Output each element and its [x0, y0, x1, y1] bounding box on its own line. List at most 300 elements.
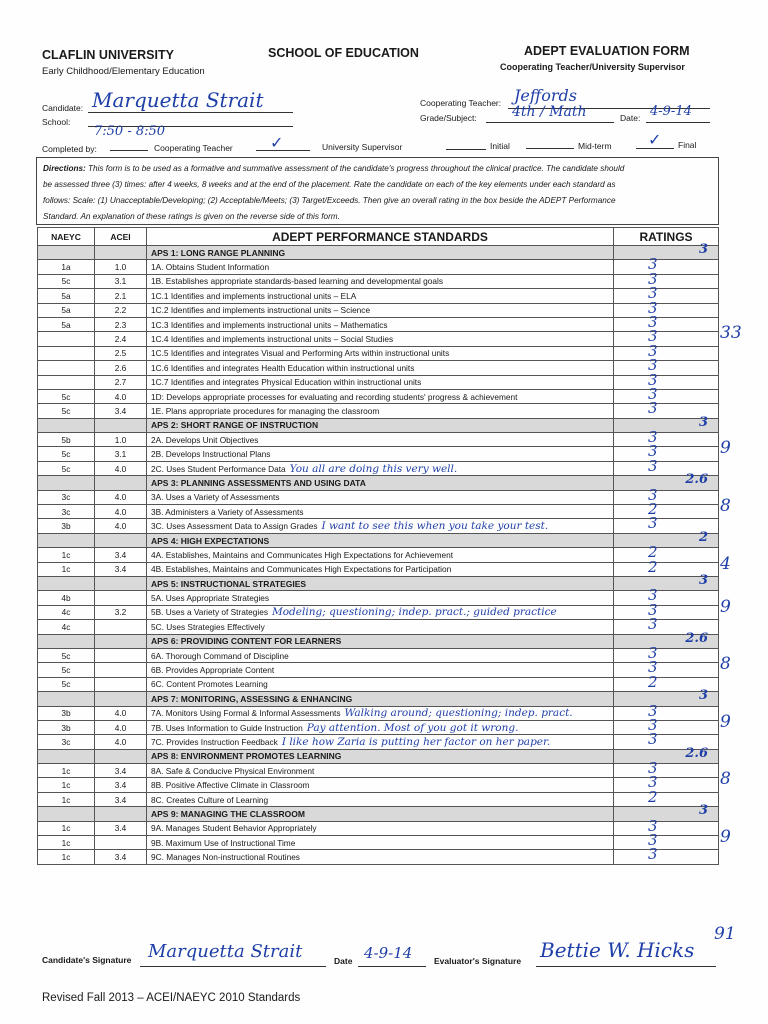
rating-value: 2 [648, 543, 658, 562]
naeyc-cell: 3b [38, 706, 95, 720]
aps-rating-cell [614, 803, 719, 821]
rating-value: 3 [648, 399, 658, 418]
candidate-signature-label: Candidate's Signature [42, 955, 132, 965]
table-row [38, 447, 719, 461]
rating-value: 3 [648, 327, 658, 346]
col-standards: ADEPT PERFORMANCE STANDARDS [147, 228, 614, 246]
acei-cell: 4.0 [95, 706, 147, 720]
candidate-signature-line [140, 966, 326, 967]
naeyc-cell: 5c [38, 663, 95, 677]
standard-cell [147, 519, 614, 533]
standard-text: 6B. Provides Appropriate Content [151, 665, 275, 676]
standard-text: 1C.6 Identifies and integrates Health Education within instructional units [151, 362, 415, 373]
standard-cell [147, 706, 614, 720]
rating-cell [614, 845, 719, 864]
acei-cell: 4.0 [95, 490, 147, 504]
naeyc-cell [38, 361, 95, 375]
aps-naeyc-cell [38, 476, 95, 490]
aps-section-header [38, 749, 719, 763]
table-row [38, 591, 719, 605]
acei-cell: 1.0 [95, 260, 147, 274]
acei-cell: 2.3 [95, 317, 147, 331]
acei-cell: 4.0 [95, 735, 147, 749]
standard-cell [147, 289, 614, 303]
table-row [38, 332, 719, 346]
final-check-icon: ✓ [648, 130, 662, 149]
form-subtitle: Cooperating Teacher/University Supervisor [500, 62, 685, 72]
standard-cell [147, 677, 614, 691]
acei-cell: 2.7 [95, 375, 147, 389]
date-value: 4-9-14 [650, 104, 692, 119]
rating-value: 3 [648, 615, 658, 634]
rating-cell [614, 438, 731, 461]
aps-title: APS 6: PROVIDING CONTENT FOR LEARNERS [147, 634, 614, 648]
coop-teacher-name: Jeffords [514, 86, 577, 105]
rating-value: 3 [648, 269, 658, 288]
rating-value: 3 [648, 341, 658, 360]
rating-cell [614, 643, 719, 662]
acei-cell [95, 648, 147, 662]
acei-cell [95, 663, 147, 677]
sup-option: University Supervisor [322, 142, 403, 152]
acei-cell: 4.0 [95, 505, 147, 519]
aps-rating-cell [614, 630, 719, 648]
evaluator-comment: Modeling; questioning; indep. pract.; guided practice [271, 606, 557, 619]
aps-overall-rating: 3 [698, 803, 708, 819]
aps-total-score: 4 [720, 553, 731, 574]
acei-cell: 3.4 [95, 778, 147, 792]
acei-cell [95, 620, 147, 634]
standard-cell [147, 375, 614, 389]
aps-title: APS 3: PLANNING ASSESSMENTS AND USING DATA [147, 476, 614, 490]
completed-label: Completed by: [42, 144, 97, 154]
standard-text: 5B. Uses a Variety of Strategies [151, 607, 268, 618]
acei-cell [95, 836, 147, 850]
aps-total-score: 8 [720, 654, 731, 675]
acei-cell: 2.2 [95, 303, 147, 317]
standard-text: 3B. Administers a Variety of Assessments [151, 506, 304, 517]
rating-value: 3 [648, 845, 658, 864]
naeyc-cell: 1c [38, 792, 95, 806]
standard-cell [147, 332, 614, 346]
standard-cell [147, 461, 614, 475]
table-row [38, 663, 719, 677]
aps-acei-cell [95, 807, 147, 821]
naeyc-cell: 1c [38, 778, 95, 792]
standard-text: 9A. Manages Student Behavior Appropriately [151, 823, 317, 834]
aps-total-score: 9 [720, 711, 731, 732]
aps-naeyc-cell [38, 576, 95, 590]
form-title: ADEPT EVALUATION FORM [524, 44, 690, 58]
aps-overall-rating: 3 [698, 242, 708, 257]
aps-section-header [38, 576, 719, 590]
rating-cell [614, 543, 719, 562]
rating-cell [614, 370, 719, 389]
rating-cell [614, 384, 719, 403]
standard-cell [147, 389, 614, 403]
naeyc-cell [38, 375, 95, 389]
standard-text: 1C.1 Identifies and implements instructional units – ELA [151, 290, 357, 301]
table-row [38, 605, 719, 619]
standard-cell [147, 663, 614, 677]
aps-acei-cell [95, 692, 147, 706]
standard-text: 1B. Establishes appropriate standards-based learning and developmental goals [151, 276, 443, 287]
standard-text: 1C.3 Identifies and implements instructional units – Mathematics [151, 319, 388, 330]
standard-text: 7B. Uses Information to Guide Instruction [151, 722, 303, 733]
standard-text: 7C. Provides Instruction Feedback [151, 736, 278, 747]
standard-text: 9C. Manages Non-instructional Routines [151, 852, 300, 863]
evaluator-signature: Bettie W. Hicks [540, 938, 695, 962]
table-row [38, 303, 719, 317]
university-name: CLAFLIN UNIVERSITY [42, 48, 174, 62]
rating-value: 3 [648, 701, 658, 720]
table-row [38, 836, 719, 850]
naeyc-cell: 5a [38, 303, 95, 317]
naeyc-cell: 1c [38, 836, 95, 850]
table-row [38, 260, 719, 274]
table-row [38, 361, 719, 375]
rating-cell [614, 284, 719, 303]
acei-cell [95, 677, 147, 691]
standards-table [37, 227, 742, 865]
aps-total-score: 33 [720, 323, 742, 344]
standard-text: 2C. Uses Student Performance Data [151, 463, 286, 474]
rating-value: 3 [648, 384, 658, 403]
col-acei: ACEI [95, 228, 147, 246]
aps-overall-rating: 2 [698, 529, 708, 545]
standard-cell [147, 605, 614, 619]
table-row [38, 792, 719, 806]
rating-cell [614, 312, 719, 331]
aps-rating-cell [614, 572, 719, 590]
rating-cell [614, 255, 719, 274]
table-row [38, 490, 719, 504]
aps-naeyc-cell [38, 418, 95, 432]
aps-acei-cell [95, 418, 147, 432]
aps-title: APS 1: LONG RANGE PLANNING [147, 246, 614, 260]
acei-cell: 3.4 [95, 764, 147, 778]
aps-title: APS 8: ENVIRONMENT PROMOTES LEARNING [147, 749, 614, 763]
footer-date-line [358, 966, 426, 967]
aps-section-header [38, 476, 719, 490]
rating-cell [614, 496, 731, 519]
aps-section-header [38, 807, 719, 821]
rating-cell [614, 269, 719, 288]
table-row [38, 389, 719, 403]
aps-acei-cell [95, 749, 147, 763]
rating-value: 3 [648, 816, 658, 835]
grade-label: Grade/Subject: [420, 113, 477, 123]
rating-value: 3 [648, 759, 658, 778]
aps-rating-cell [614, 414, 719, 432]
standard-text: 6A. Thorough Command of Discipline [151, 650, 289, 661]
col-ratings: RATINGS [614, 228, 719, 246]
standard-cell [147, 562, 614, 576]
rating-value: 3 [648, 514, 658, 533]
standard-cell [147, 764, 614, 778]
naeyc-cell: 5c [38, 461, 95, 475]
table-row [38, 562, 719, 576]
aps-naeyc-cell [38, 634, 95, 648]
school-name: SCHOOL OF EDUCATION [268, 46, 419, 60]
rating-cell [614, 298, 719, 317]
aps-naeyc-cell [38, 807, 95, 821]
naeyc-cell: 1a [38, 260, 95, 274]
naeyc-cell: 3b [38, 519, 95, 533]
col-naeyc: NAEYC [38, 228, 95, 246]
rating-cell [614, 596, 731, 619]
aps-acei-cell [95, 576, 147, 590]
table-row [38, 519, 719, 533]
aps-naeyc-cell [38, 749, 95, 763]
aps-overall-rating: 3 [698, 572, 708, 588]
initial-option: Initial [490, 141, 510, 151]
directions-line1: This form is to be used as a formative and summative assessment of the candidate's progress throughout the clinical practice. The candidate should [88, 164, 625, 173]
date-underline [646, 122, 710, 123]
table-row [38, 317, 719, 331]
standard-text: 1C.7 Identifies and integrates Physical Education within instructional units [151, 377, 422, 388]
aps-section-header [38, 418, 719, 432]
standard-text: 8C. Creates Culture of Learning [151, 794, 269, 805]
grade-underline [486, 122, 614, 123]
rating-cell [614, 816, 719, 835]
aps-overall-rating: 3 [698, 688, 708, 704]
standard-text: 1E. Plans appropriate procedures for managing the classroom [151, 405, 380, 416]
table-row [38, 677, 719, 691]
naeyc-cell: 5c [38, 648, 95, 662]
aps-rating-cell [614, 688, 719, 706]
naeyc-cell: 3c [38, 505, 95, 519]
standard-cell [147, 505, 614, 519]
rating-cell [614, 341, 719, 360]
department: Early Childhood/Elementary Education [42, 66, 205, 77]
coop-teacher-label: Cooperating Teacher: [420, 98, 502, 108]
rating-value: 3 [648, 730, 658, 749]
aps-rating-cell [614, 745, 719, 763]
aps-acei-cell [95, 476, 147, 490]
naeyc-cell: 4b [38, 591, 95, 605]
rating-value: 3 [648, 312, 658, 331]
date-label: Date: [620, 113, 641, 123]
standard-text: 1A. Obtains Student Information [151, 262, 270, 273]
candidate-label: Candidate: [42, 103, 84, 113]
table-row [38, 706, 719, 720]
rating-value: 3 [648, 356, 658, 375]
rating-value: 2 [648, 557, 658, 576]
aps-rating-cell [614, 472, 719, 490]
midterm-line [526, 148, 574, 149]
table-row [38, 821, 719, 835]
naeyc-cell: 3c [38, 735, 95, 749]
school-label: School: [42, 117, 71, 127]
standard-text: 6C. Content Promotes Learning [151, 679, 268, 690]
standard-text: 1C.4 Identifies and implements instructional units – Social Studies [151, 334, 394, 345]
aps-section-header [38, 634, 719, 648]
rating-value: 3 [648, 643, 658, 662]
standard-cell [147, 778, 614, 792]
acei-cell: 3.1 [95, 447, 147, 461]
acei-cell: 3.4 [95, 821, 147, 835]
evaluator-comment: I like how Zaria is putting her factor on her paper. [281, 735, 551, 748]
standard-cell [147, 821, 614, 835]
table-row [38, 735, 719, 749]
rating-value: 3 [648, 600, 658, 619]
standard-text: 5C. Uses Strategies Effectively [151, 621, 265, 632]
aps-naeyc-cell [38, 246, 95, 260]
naeyc-cell [38, 332, 95, 346]
naeyc-cell: 1c [38, 821, 95, 835]
initial-line [446, 149, 486, 150]
rating-cell [614, 711, 731, 734]
table-row [38, 548, 719, 562]
rating-cell [614, 323, 742, 346]
candidate-name: Marquetta Strait [92, 88, 264, 112]
table-row [38, 620, 719, 634]
rating-value: 2 [648, 787, 658, 806]
naeyc-cell: 5a [38, 317, 95, 331]
midterm-option: Mid-term [578, 141, 612, 151]
standard-text: 4B. Establishes, Maintains and Communicates High Expectations for Participation [151, 564, 452, 575]
directions-box [36, 157, 719, 225]
table-row [38, 461, 719, 475]
standard-text: 5A. Uses Appropriate Strategies [151, 593, 270, 604]
naeyc-cell: 5c [38, 274, 95, 288]
standard-cell [147, 490, 614, 504]
revised-note: Revised Fall 2013 – ACEI/NAEYC 2010 Standards [42, 992, 301, 1004]
rating-value: 3 [648, 485, 658, 504]
time-value: 7:50 - 8:50 [94, 124, 166, 139]
rating-cell [614, 701, 719, 720]
standard-text: 1C.5 Identifies and integrates Visual and Performing Arts within instructional units [151, 348, 450, 359]
naeyc-cell: 3c [38, 490, 95, 504]
directions-line4: Standard. An explanation of these ratings is given on the reverse side of this form. [43, 212, 340, 221]
standard-cell [147, 836, 614, 850]
acei-cell: 4.0 [95, 461, 147, 475]
standard-text: 9B. Maximum Use of Instructional Time [151, 837, 296, 848]
aps-total-score: 9 [720, 596, 731, 617]
aps-section-header [38, 246, 719, 260]
candidate-signature: Marquetta Strait [148, 941, 303, 962]
naeyc-cell: 4c [38, 605, 95, 619]
aps-title: APS 7: MONITORING, ASSESSING & ENHANCING [147, 692, 614, 706]
acei-cell [95, 591, 147, 605]
naeyc-cell: 1c [38, 562, 95, 576]
acei-cell: 3.2 [95, 605, 147, 619]
table-row [38, 375, 719, 389]
naeyc-cell: 5c [38, 404, 95, 418]
standard-cell [147, 361, 614, 375]
aps-naeyc-cell [38, 533, 95, 547]
standard-cell [147, 548, 614, 562]
standard-cell [147, 260, 614, 274]
rating-value: 3 [648, 284, 658, 303]
standard-cell [147, 735, 614, 749]
acei-cell: 3.4 [95, 404, 147, 418]
acei-cell: 2.1 [95, 289, 147, 303]
standard-text: 8A. Safe & Conducive Physical Environment [151, 765, 315, 776]
aps-naeyc-cell [38, 692, 95, 706]
standard-text: 1D: Develops appropriate processes for evaluating and recording students' progress & achievement [151, 391, 518, 402]
sup-check-icon: ✓ [270, 133, 284, 152]
standard-cell [147, 404, 614, 418]
evaluator-signature-line [536, 966, 716, 967]
standard-cell [147, 317, 614, 331]
standard-cell [147, 346, 614, 360]
rating-value: 2 [648, 672, 658, 691]
naeyc-cell: 4c [38, 620, 95, 634]
rating-value: 2 [648, 500, 658, 519]
acei-cell: 3.4 [95, 792, 147, 806]
candidate-underline [88, 112, 293, 113]
aps-overall-rating: 2.6 [685, 630, 708, 646]
evaluator-signature-label: Evaluator's Signature [434, 956, 522, 966]
coop-option-line [110, 150, 148, 151]
rating-cell [614, 654, 731, 677]
aps-title: APS 9: MANAGING THE CLASSROOM [147, 807, 614, 821]
rating-value: 3 [648, 428, 658, 447]
rating-cell [614, 356, 719, 375]
grade-value: 4th / Math [512, 104, 587, 120]
table-row [38, 404, 719, 418]
naeyc-cell: 1c [38, 764, 95, 778]
rating-cell [614, 827, 731, 850]
table-row [38, 778, 719, 792]
aps-total-score: 8 [720, 769, 731, 790]
coop-option: Cooperating Teacher [154, 143, 233, 153]
naeyc-cell: 5c [38, 389, 95, 403]
standard-text: 3A. Uses a Variety of Assessments [151, 492, 280, 503]
rating-cell [614, 485, 719, 504]
rating-value: 3 [648, 442, 658, 461]
evaluator-comment: Pay attention. Most of you got it wrong. [306, 721, 519, 734]
evaluator-comment: Walking around; questioning; indep. pract. [344, 707, 573, 720]
table-row [38, 274, 719, 288]
rating-value: 3 [648, 831, 658, 850]
table-row [38, 433, 719, 447]
acei-cell: 2.6 [95, 361, 147, 375]
acei-cell: 4.0 [95, 720, 147, 734]
rating-value: 3 [648, 255, 658, 274]
aps-acei-cell [95, 246, 147, 260]
naeyc-cell: 5c [38, 447, 95, 461]
rating-value: 3 [648, 658, 658, 677]
rating-value: 3 [648, 715, 658, 734]
table-row [38, 850, 719, 864]
aps-title: APS 4: HIGH EXPECTATIONS [147, 533, 614, 547]
aps-rating-cell [614, 529, 719, 547]
table-row [38, 764, 719, 778]
aps-total-score: 9 [720, 827, 731, 848]
aps-section-header [38, 692, 719, 706]
standard-text: 2A. Develops Unit Objectives [151, 434, 259, 445]
table-row [38, 505, 719, 519]
naeyc-cell: 5a [38, 289, 95, 303]
acei-cell: 2.4 [95, 332, 147, 346]
grand-total: 91 [714, 924, 736, 944]
rating-value: 3 [648, 456, 658, 475]
acei-cell: 3.4 [95, 548, 147, 562]
rating-value: 3 [648, 370, 658, 389]
footer-date-label: Date [334, 956, 353, 966]
standard-cell [147, 303, 614, 317]
acei-cell: 1.0 [95, 433, 147, 447]
directions-label: Directions: [43, 164, 86, 173]
aps-title: APS 2: SHORT RANGE OF INSTRUCTION [147, 418, 614, 432]
naeyc-cell: 3b [38, 720, 95, 734]
evaluator-comment: You all are doing this very well. [289, 462, 458, 475]
acei-cell: 4.0 [95, 389, 147, 403]
standard-cell [147, 274, 614, 288]
